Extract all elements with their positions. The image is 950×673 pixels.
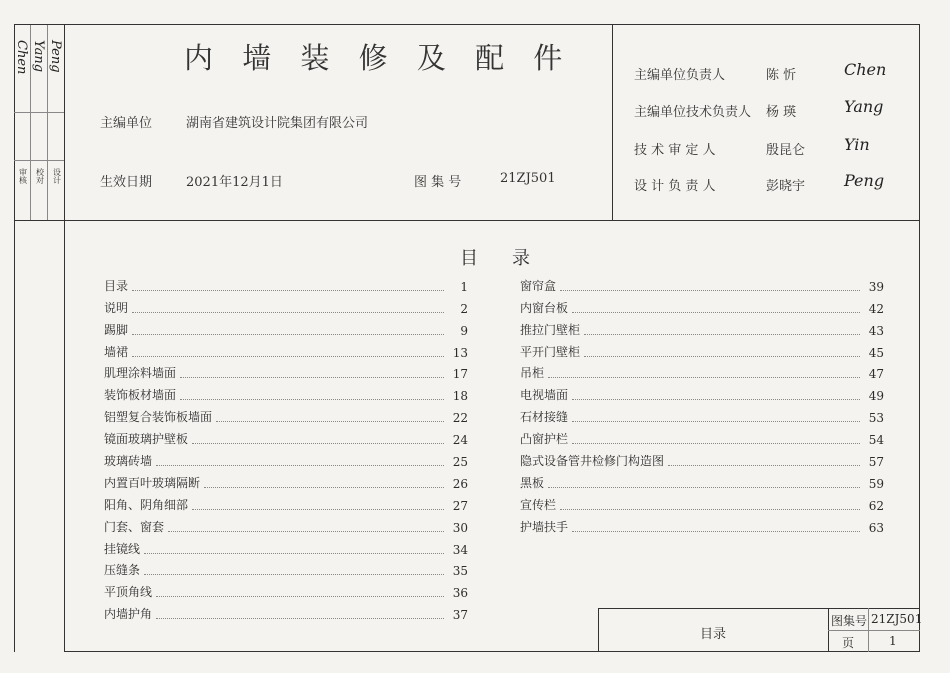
toc-entry[interactable] [520, 360, 884, 382]
toc-leader-dots [668, 465, 860, 466]
toc-leader-dots [156, 596, 444, 597]
toc-entry-page: 9 [460, 323, 468, 338]
toc-entry-title: 窗帘盒 [520, 278, 557, 293]
toc-leader-dots [192, 443, 444, 444]
side-signature-3: Peng [48, 40, 63, 73]
toc-entry[interactable] [520, 403, 884, 425]
toc-entry-page: 30 [452, 520, 468, 535]
toc-entry-page: 49 [868, 389, 884, 404]
titleblock-mid [828, 630, 920, 631]
titleblock-name: 目录 [700, 627, 727, 642]
toc-entry[interactable] [520, 513, 884, 535]
atlas-number-label: 图 集 号 [414, 175, 462, 190]
toc-entry[interactable] [104, 294, 468, 316]
toc-entry-page: 18 [452, 389, 468, 404]
toc-leader-dots [156, 618, 444, 619]
toc-entry-title: 平顶角线 [104, 585, 153, 600]
toc-entry-page: 36 [452, 586, 468, 601]
signature-design-lead: Peng [844, 171, 885, 190]
toc-entry[interactable] [520, 272, 884, 294]
toc-entry-page: 17 [452, 367, 468, 382]
toc-entry[interactable] [104, 469, 468, 491]
toc-leader-dots [144, 574, 444, 575]
toc-entry-title: 说明 [104, 300, 129, 315]
toc-entry-title: 挂镜线 [104, 541, 141, 556]
toc-leader-dots [584, 334, 860, 335]
toc-entry[interactable] [520, 381, 884, 403]
name-design-lead: 彭晓宇 [766, 179, 806, 194]
side-strip-row [14, 160, 64, 161]
toc-right-column [520, 272, 884, 535]
titleblock-page-label: 页 [842, 636, 855, 650]
toc-entry-title: 电视墙面 [520, 388, 569, 403]
toc-entry[interactable] [520, 316, 884, 338]
toc-entry-page: 27 [452, 498, 468, 513]
side-signature-1: Chen [14, 40, 29, 75]
toc-entry-page: 63 [868, 520, 884, 535]
role-chief-unit: 主编单位负责人 [634, 68, 726, 83]
effective-date-value: 2021年12月1日 [186, 175, 283, 190]
role-design-lead: 设 计 负 责 人 [634, 179, 716, 194]
toc-entry-page: 34 [452, 542, 468, 557]
toc-entry-page: 26 [452, 476, 468, 491]
toc-entry-title: 凸窗护栏 [520, 432, 569, 447]
toc-leader-dots [548, 487, 860, 488]
toc-entry-title: 石材接缝 [520, 410, 569, 425]
toc-leader-dots [144, 553, 444, 554]
toc-entry[interactable] [104, 403, 468, 425]
editor-label: 主编单位 [100, 116, 153, 131]
toc-leader-dots [204, 487, 444, 488]
toc-entry-title: 铝塑复合装饰板墙面 [104, 410, 213, 425]
toc-entry-page: 35 [452, 564, 468, 579]
toc-leader-dots [572, 531, 860, 532]
toc-entry-page: 22 [452, 411, 468, 426]
toc-entry-title: 宣传栏 [520, 497, 557, 512]
toc-entry-title: 推拉门壁柜 [520, 322, 581, 337]
toc-entry-page: 24 [452, 433, 468, 448]
toc-entry-page: 43 [868, 323, 884, 338]
toc-entry-title: 护墙扶手 [520, 519, 569, 534]
toc-entry-title: 踢脚 [104, 322, 129, 337]
toc-leader-dots [132, 334, 444, 335]
toc-entry-page: 1 [460, 279, 468, 294]
toc-entry-title: 目录 [104, 278, 129, 293]
toc-leader-dots [132, 312, 444, 313]
titleblock-page-value: 1 [889, 634, 897, 648]
side-label-design: 设计 [52, 168, 62, 184]
toc-entry[interactable] [520, 294, 884, 316]
toc-entry[interactable] [104, 535, 468, 557]
toc-leader-dots [192, 509, 444, 510]
titleblock-atlas-value: 21ZJ501 [871, 612, 923, 626]
toc-entry[interactable] [520, 425, 884, 447]
toc-entry-page: 59 [868, 476, 884, 491]
toc-entry-title: 压缝条 [104, 563, 141, 578]
toc-entry-title: 镜面玻璃护壁板 [104, 432, 189, 447]
toc-entry-page: 54 [868, 433, 884, 448]
toc-entry-page: 42 [868, 301, 884, 316]
side-strip-top [14, 24, 64, 25]
toc-entry-page: 39 [868, 279, 884, 294]
signature-tech-chief: Yang [844, 97, 884, 116]
effective-date-label: 生效日期 [100, 175, 153, 190]
side-strip-row [14, 112, 64, 113]
toc-leader-dots [132, 356, 444, 357]
toc-entry-page: 25 [452, 455, 468, 470]
toc-entry-title: 内墙护角 [104, 607, 153, 622]
toc-entry-title: 内置百叶玻璃隔断 [104, 475, 201, 490]
toc-entry-page: 57 [868, 455, 884, 470]
toc-entry-title: 黑板 [520, 475, 545, 490]
toc-leader-dots [572, 399, 860, 400]
name-chief-unit: 陈 忻 [766, 68, 797, 83]
toc-leader-dots [560, 509, 860, 510]
toc-leader-dots [180, 399, 444, 400]
toc-leader-dots [180, 377, 444, 378]
toc-entry-title: 装饰板材墙面 [104, 388, 177, 403]
header-divider [612, 24, 613, 220]
side-strip-bottom [14, 220, 64, 221]
toc-entry[interactable] [104, 447, 468, 469]
toc-leader-dots [560, 290, 860, 291]
toc-entry-page: 2 [460, 301, 468, 316]
toc-leader-dots [572, 421, 860, 422]
toc-entry[interactable] [104, 272, 468, 294]
toc-entry[interactable] [104, 578, 468, 600]
toc-entry-title: 阳角、阴角细部 [104, 497, 189, 512]
page-title: 内 墙 装 修 及 配 件 [184, 41, 573, 75]
toc-entry[interactable] [104, 425, 468, 447]
toc-entry[interactable] [520, 469, 884, 491]
toc-entry[interactable] [104, 338, 468, 360]
toc-entry-title: 内窗台板 [520, 300, 569, 315]
titleblock-atlas-label: 图集号 [831, 614, 868, 628]
signature-chief-unit: Chen [844, 60, 887, 79]
toc-entry-page: 53 [868, 411, 884, 426]
side-strip-border [14, 24, 15, 652]
toc-entry[interactable] [104, 360, 468, 382]
toc-leader-dots [216, 421, 444, 422]
toc-leader-dots [548, 377, 860, 378]
toc-leader-dots [132, 290, 444, 291]
header-bottom-line [64, 220, 920, 221]
toc-heading: 目录 [460, 248, 564, 269]
side-label-check: 校对 [35, 168, 45, 184]
role-tech-reviewer: 技 术 审 定 人 [634, 143, 716, 158]
toc-entry-title: 吊柜 [520, 366, 545, 381]
toc-leader-dots [572, 443, 860, 444]
toc-entry[interactable] [104, 381, 468, 403]
toc-entry[interactable] [104, 513, 468, 535]
toc-leader-dots [584, 356, 860, 357]
atlas-number-value: 21ZJ501 [500, 171, 556, 186]
toc-entry-page: 47 [868, 367, 884, 382]
signature-tech-reviewer: Yin [844, 135, 870, 154]
toc-leader-dots [156, 465, 444, 466]
toc-entry-title: 墙裙 [104, 344, 129, 359]
toc-entry[interactable] [104, 557, 468, 579]
toc-entry-page: 37 [452, 608, 468, 623]
side-signature-2: Yang [31, 40, 46, 73]
toc-leader-dots [168, 531, 444, 532]
toc-entry[interactable] [520, 338, 884, 360]
toc-entry-title: 隐式设备管井检修门构造图 [520, 454, 665, 469]
toc-entry[interactable] [520, 491, 884, 513]
role-tech-chief: 主编单位技术负责人 [634, 105, 752, 120]
toc-left-column [104, 272, 468, 622]
toc-entry-title: 平开门壁柜 [520, 344, 581, 359]
toc-entry[interactable] [104, 600, 468, 622]
toc-entry-page: 62 [868, 498, 884, 513]
name-tech-chief: 杨 瑛 [766, 105, 797, 120]
toc-entry[interactable] [520, 447, 884, 469]
titleblock-left [598, 608, 599, 652]
editor-value: 湖南省建筑设计院集团有限公司 [186, 116, 369, 131]
toc-entry-title: 肌理涂料墙面 [104, 366, 177, 381]
toc-entry-page: 13 [452, 345, 468, 360]
toc-entry-title: 玻璃砖墙 [104, 454, 153, 469]
name-tech-reviewer: 殷昆仑 [766, 143, 806, 158]
toc-entry[interactable] [104, 491, 468, 513]
toc-leader-dots [572, 312, 860, 313]
toc-entry-page: 45 [868, 345, 884, 360]
side-label-review: 审核 [18, 168, 28, 184]
toc-entry[interactable] [104, 316, 468, 338]
toc-entry-title: 门套、窗套 [104, 519, 165, 534]
titleblock-top [598, 608, 920, 609]
